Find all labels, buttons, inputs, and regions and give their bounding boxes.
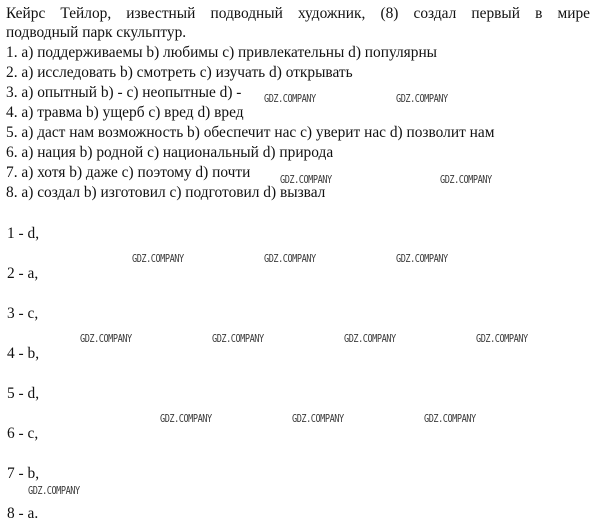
option-line-2: 2. a) исследовать b) смотреть c) изучать d) открывать [6, 64, 353, 81]
option-line-5: 5. a) даст нам возможность b) обеспечит нас c) уверит нас d) позволит нам [6, 124, 495, 141]
watermark: GDZ.COMPANY [396, 252, 448, 265]
watermark: GDZ.COMPANY [264, 252, 316, 265]
answer-3: 3 - c, [7, 305, 39, 322]
intro-line-1: Кейрс Тейлор, известный подводный художник, (8) создал первый в мире [6, 5, 590, 22]
answer-5: 5 - d, [7, 385, 40, 402]
watermark: GDZ.COMPANY [292, 412, 344, 425]
watermark: GDZ.COMPANY [440, 173, 492, 186]
option-line-4: 4. a) травма b) ущерб c) вред d) вред [6, 104, 244, 121]
option-line-1: 1. a) поддерживаемы b) любимы c) привлекательны d) популярны [6, 44, 438, 61]
answer-6: 6 - c, [7, 425, 39, 442]
option-line-6: 6. a) нация b) родной c) национальный d) природа [6, 144, 334, 161]
answer-2: 2 - a, [7, 265, 39, 282]
watermark: GDZ.COMPANY [424, 412, 476, 425]
answer-8: 8 - a. [7, 505, 39, 522]
answer-7: 7 - b, [7, 465, 40, 482]
watermark: GDZ.COMPANY [212, 332, 264, 345]
answer-1: 1 - d, [7, 225, 40, 242]
watermark: GDZ.COMPANY [344, 332, 396, 345]
option-line-8: 8. a) создал b) изготовил c) подготовил d) вызвал [6, 184, 326, 201]
watermark: GDZ.COMPANY [28, 484, 80, 497]
option-line-7: 7. a) хотя b) даже c) поэтому d) почти [6, 164, 251, 181]
watermark: GDZ.COMPANY [396, 92, 448, 105]
option-line-3: 3. a) опытный b) - c) неопытные d) - [6, 84, 242, 101]
answer-4: 4 - b, [7, 345, 40, 362]
intro-paragraph [6, 4, 590, 42]
watermark: GDZ.COMPANY [80, 332, 132, 345]
watermark: GDZ.COMPANY [264, 92, 316, 105]
watermark: GDZ.COMPANY [476, 332, 528, 345]
watermark: GDZ.COMPANY [132, 252, 184, 265]
watermark: GDZ.COMPANY [280, 173, 332, 186]
intro-line-2: подводный парк скульптур. [6, 24, 187, 41]
watermark: GDZ.COMPANY [160, 412, 212, 425]
